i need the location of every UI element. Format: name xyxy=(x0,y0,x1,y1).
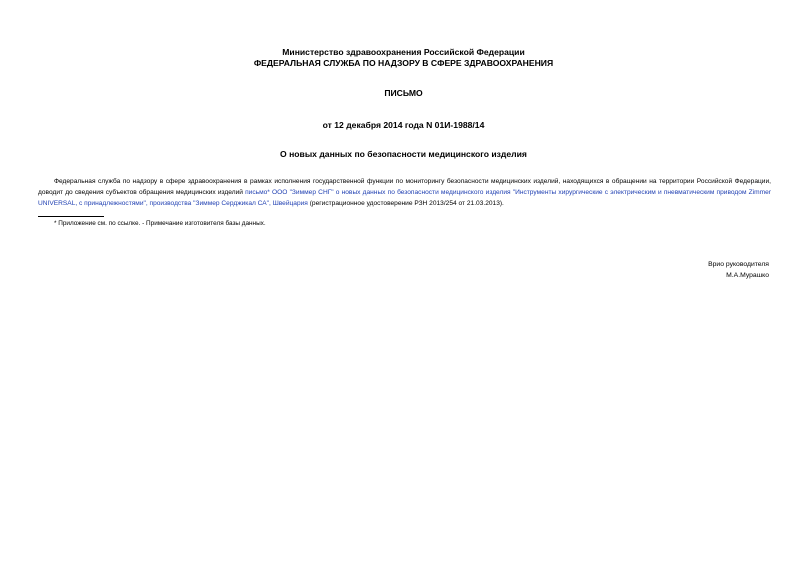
signature-block xyxy=(708,260,769,281)
document-subject: О новых данных по безопасности медицинского изделия xyxy=(280,149,527,159)
footnote-divider xyxy=(38,216,104,217)
ministry-name: Министерство здравоохранения Российской Федерации xyxy=(282,47,525,57)
letter-link[interactable]: письмо* ООО "Зиммер СНГ" о новых данных по безопасности медицинского изделия "Инструменты хирургические с электрическим и пневматическим приводом Zimmer UNIVERSAL, с принадлежностями", производства "Зиммер Серджикал СА", Швейцария xyxy=(38,188,771,207)
signatory-name: М.А.Мурашко xyxy=(726,271,769,279)
document-date-number: от 12 декабря 2014 года N 01И-1988/14 xyxy=(322,120,485,130)
document-type: ПИСЬМО xyxy=(384,88,423,98)
body-text-part2: (регистрационное удостоверение РЗН 2013/254 от 21.03.2013). xyxy=(307,199,504,207)
body-text-part1: Федеральная служба по надзору в сфере здравоохранения в рамках исполнения государственной функции по мониторингу безопасности медицинских изделий, находящихся в обращении на территории Российской Федерации, доводит до сведения субъектов обращения медицинских изделий xyxy=(38,178,771,196)
signatory-title: Врио руководителя xyxy=(708,261,769,268)
letterhead xyxy=(0,47,807,69)
body-paragraph xyxy=(38,177,771,209)
service-name: ФЕДЕРАЛЬНАЯ СЛУЖБА ПО НАДЗОРУ В СФЕРЕ ЗДРАВООХРАНЕНИЯ xyxy=(253,58,554,68)
footnote: * Приложение см. по ссылке. - Примечание изготовителя базы данных. xyxy=(54,220,266,227)
